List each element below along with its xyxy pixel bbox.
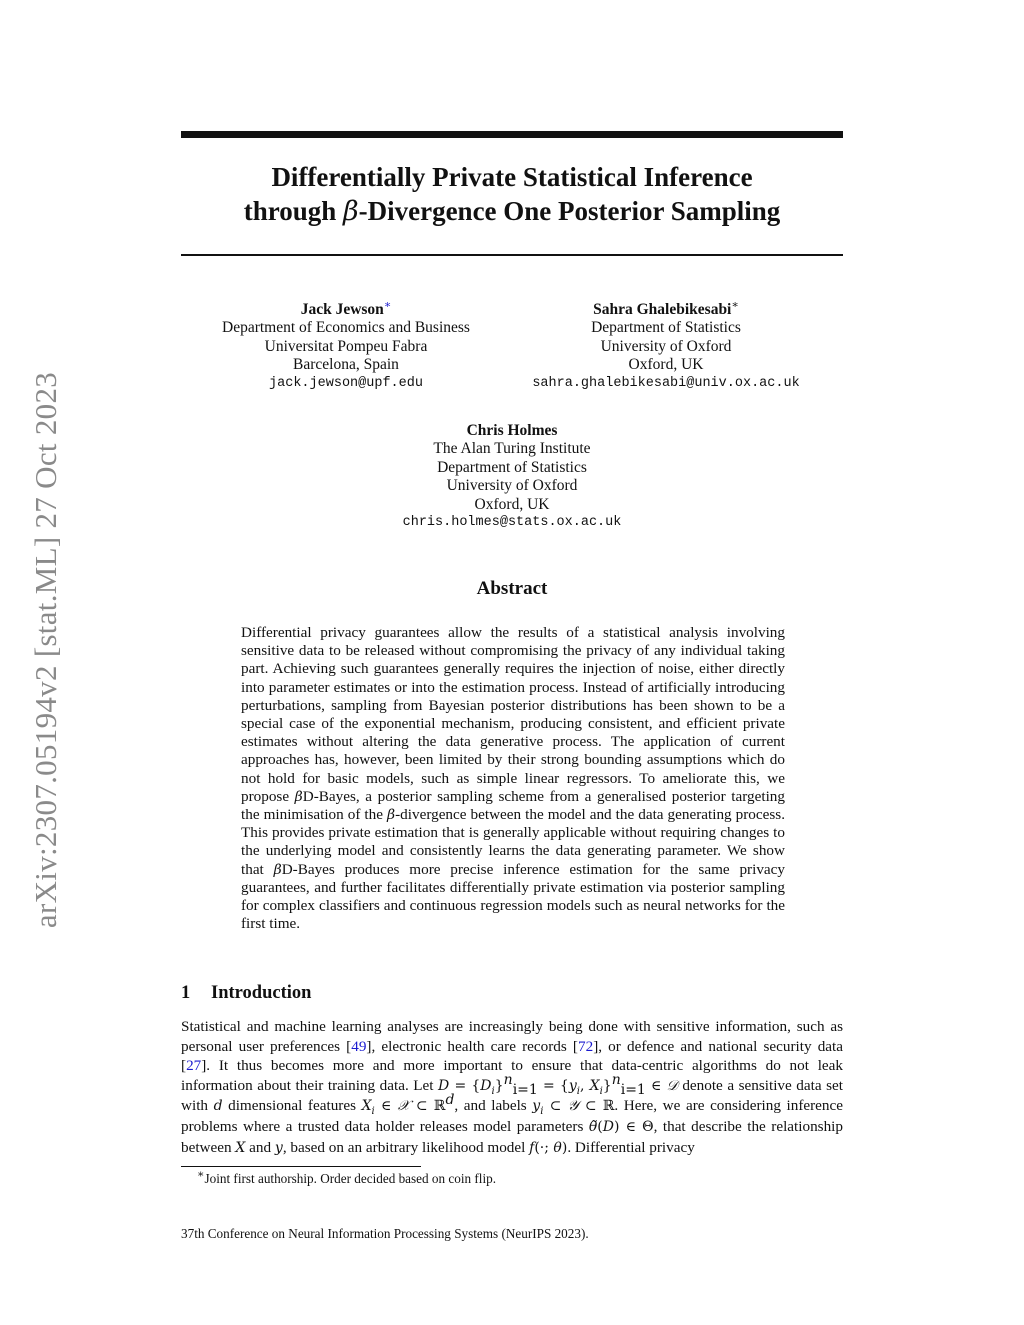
abstract-heading: Abstract [476,578,548,599]
footnote: ∗Joint first authorship. Order decided based on coin flip. [197,1168,497,1186]
author-email: sahra.ghalebikesabi@univ.ox.ac.uk [532,375,800,391]
author-sahra-ghalebikesabi: Sahra Ghalebikesabi∗ Department of Statistics University of Oxford Oxford, UK sahra.ghalebikesabi@univ.ox.ac.uk [506,301,826,393]
paper-title: Differentially Private Statistical Inference through β-Divergence One Posterior Sampling [243,162,781,227]
title-rule-bottom [181,254,843,256]
title-rule-top [181,131,843,138]
abstract-body: Differential privacy guarantees allow the results of a statistical analysis involving sensitive data to be released without compromising the privacy of any individual taking part. Achieving such guarantees generally requires the injection of noise, either directly into parameter estimates or into the estimation process. Instead of artificially introducing perturbations, sampling from Bayesian posterior distributions has been shown to be a special case of the exponential mechanism, producing consistent, and efficient private estimates without altering the data generative process. The application of current approaches has, however, been limited by their strong bounding assumptions which do not hold for basic models, such as simple linear regressors. To ameliorate this, we propose βD-Bayes, a posterior sampling scheme from a generalised posterior targeting the minimisation of the β-divergence between the model and the data generating process. This provides private estimation that is generally applicable without requiring changes to the underlying model and consistently learns the data generating parameter. We show that βD-Bayes produces more precise inference estimation for the same privacy guarantees, and further facilitates differentially private estimation via posterior sampling for complex classifiers and continuous regression models such as neural networks for the first time. [241,624,786,933]
author-email: jack.jewson@upf.edu [269,375,423,391]
citation-link[interactable]: 72 [578,1037,594,1055]
citation-link[interactable]: 49 [351,1037,367,1055]
venue-note: 37th Conference on Neural Information Processing Systems (NeurIPS 2023). [181,1226,589,1241]
section-heading-introduction: 1 Introduction [181,983,312,1003]
author-chris-holmes: Chris Holmes The Alan Turing Institute Department of Statistics University of Oxford Oxford, UK chris.holmes@stats.ox.ac.uk [362,422,662,532]
footnote-rule [181,1166,421,1167]
introduction-body: Statistical and machine learning analyses are increasingly being done with sensitive information, such as personal user preferences [49], electronic health care records [72], or defence and national security data [27]. It thus becomes more and more important to ensure that data-centric algorithms do not leak information about their training data. Let $D = \{D_i\}^n_{i=1} = \{y_i$, $X_i\}^n_{i=1}$ ∈ 𝒟 denote a sensitive data set with d dimensional features $X_i$ ∈ 𝒳 ⊂ ℝ$^d$, and labels $y_i$ ⊂ 𝒴 ⊂ ℝ. Here, we are considering inference problems where a trusted data holder releases model parameters θ̃(D) ∈ Θ, that describe the relationship between X and y, based on an arbitrary likelihood model f(·; θ). Differential privacy [181,1018,843,1156]
citation-link[interactable]: 27 [186,1057,202,1075]
author-email: chris.holmes@stats.ox.ac.uk [402,515,622,531]
footnote-link[interactable]: ∗ [383,298,392,311]
author-jack-jewson: Jack Jewson∗ Department of Economics and Business Universitat Pompeu Fabra Barcelona, Spain jack.jewson@upf.edu [196,301,496,393]
